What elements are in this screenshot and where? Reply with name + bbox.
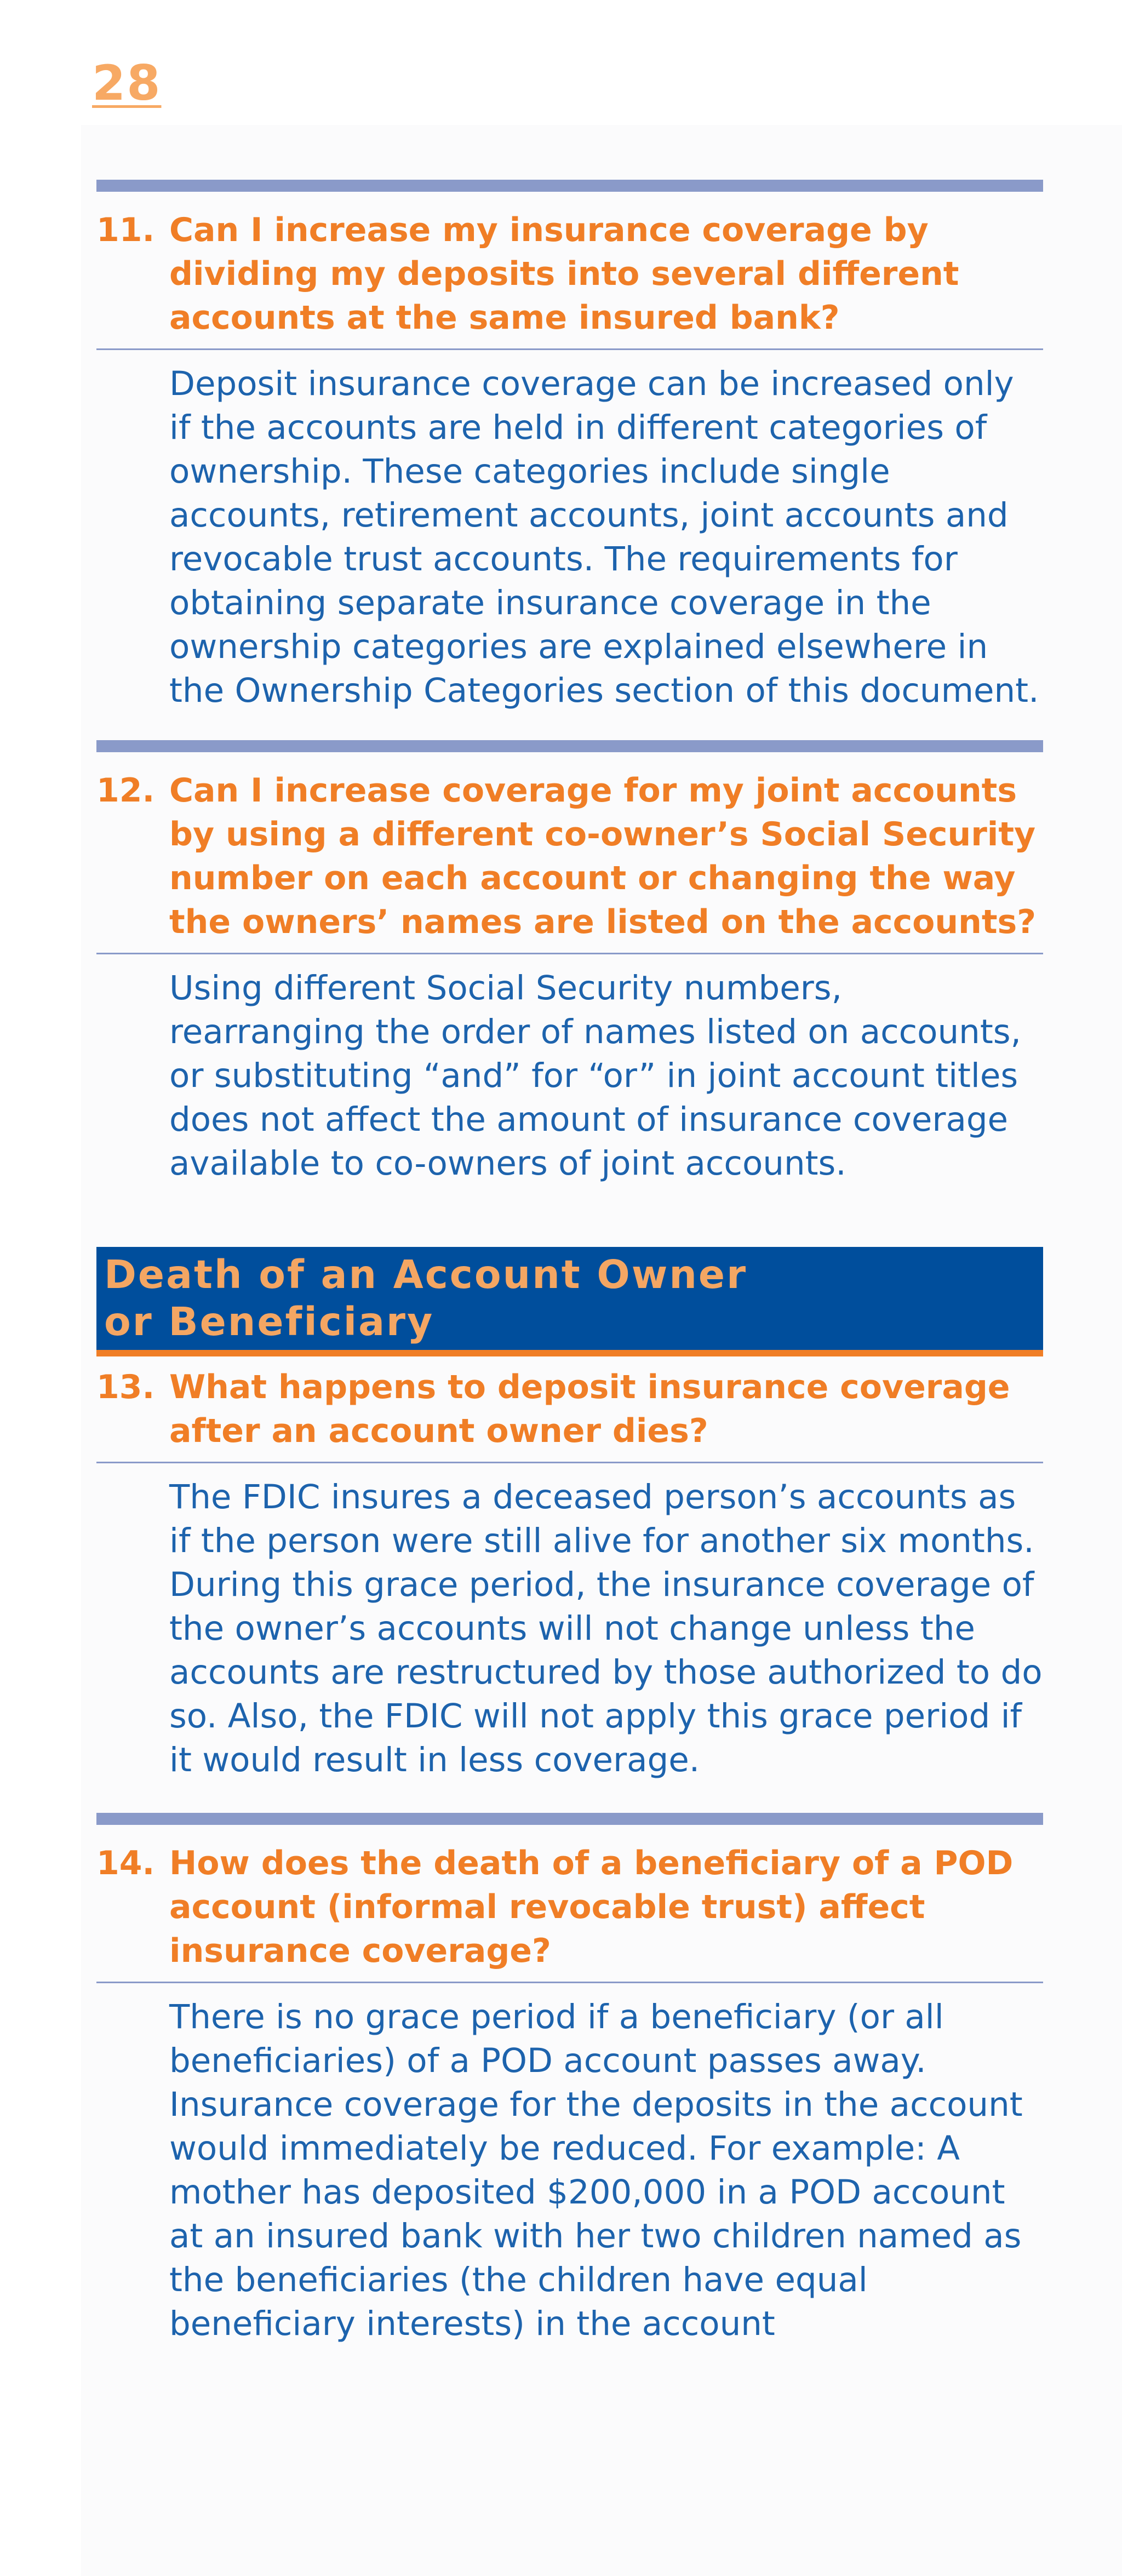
question-number: 12. [96,771,155,810]
section-divider [96,740,1043,752]
question-divider [96,348,1043,350]
question-number: 14. [96,1844,155,1882]
question-text: How does the death of a beneficiary of a POD account (informal revocable trust) affect insurance coverage? [169,1844,1014,1970]
section-divider [96,180,1043,192]
question-text: Can I increase my insurance coverage by dividing my deposits into several different accounts at the same insured bank? [169,211,959,337]
question-divider [96,1462,1043,1463]
faq-item-12 [96,740,1043,1186]
section-title-line-1: Death of an Account Owner [104,1252,748,1297]
answer-text: The FDIC insures a deceased person’s accounts as if the person were still alive for another six months. During this grace period, the insurance coverage of the owner’s accounts will not change unless the accounts are restructured by those authorized to do so. Also, the FDIC will not apply this grace period if it would result in less coverage. [169,1478,1043,1779]
question-text: Can I increase coverage for my joint accounts by using a different co-owner’s Social Security number on each account or changing the way the owners’ names are listed on the accounts? [169,771,1037,941]
question-divider [96,953,1043,954]
answer-text: There is no grace period if a beneficiary (or all beneficiaries) of a POD account passes away. Insurance coverage for the deposits in the account would immediately be reduced. For example: A mother has deposited $200,000 in a POD account at an insured bank with her two children named as the beneficiaries (the children have equal beneficiary interests) in the account [169,1997,1023,2343]
question-text: What happens to deposit insurance coverage after an account owner dies? [169,1368,1010,1450]
faq-content [96,180,1043,2346]
faq-item-13 [96,1365,1043,1782]
question-heading [96,1841,1043,1973]
question-heading [96,208,1043,340]
question-heading [96,1365,1043,1453]
section-divider [96,1813,1043,1825]
question-number: 11. [96,211,155,249]
section-title-line-2: or Beneficiary [104,1299,434,1344]
answer-text: Deposit insurance coverage can be increased only if the accounts are held in different categories of ownership. These categories include single accounts, retirement accounts, joint accounts and revocable trust accounts. The requirements for obtaining separate insurance coverage in the ownership categories are explained elsewhere in the Ownership Categories section of this document. [169,364,1039,710]
answer-text: Using different Social Security numbers, rearranging the order of names listed on accounts, or substituting “and” for “or” in joint account titles does not affect the amount of insurance coverage available to co-owners of joint accounts. [169,969,1021,1183]
section-header-death [96,1247,1043,1356]
question-heading [96,769,1043,944]
page-number: 28 [92,55,162,111]
faq-item-11 [96,180,1043,713]
question-number: 13. [96,1368,155,1406]
question-divider [96,1982,1043,1983]
faq-item-14 [96,1813,1043,2346]
